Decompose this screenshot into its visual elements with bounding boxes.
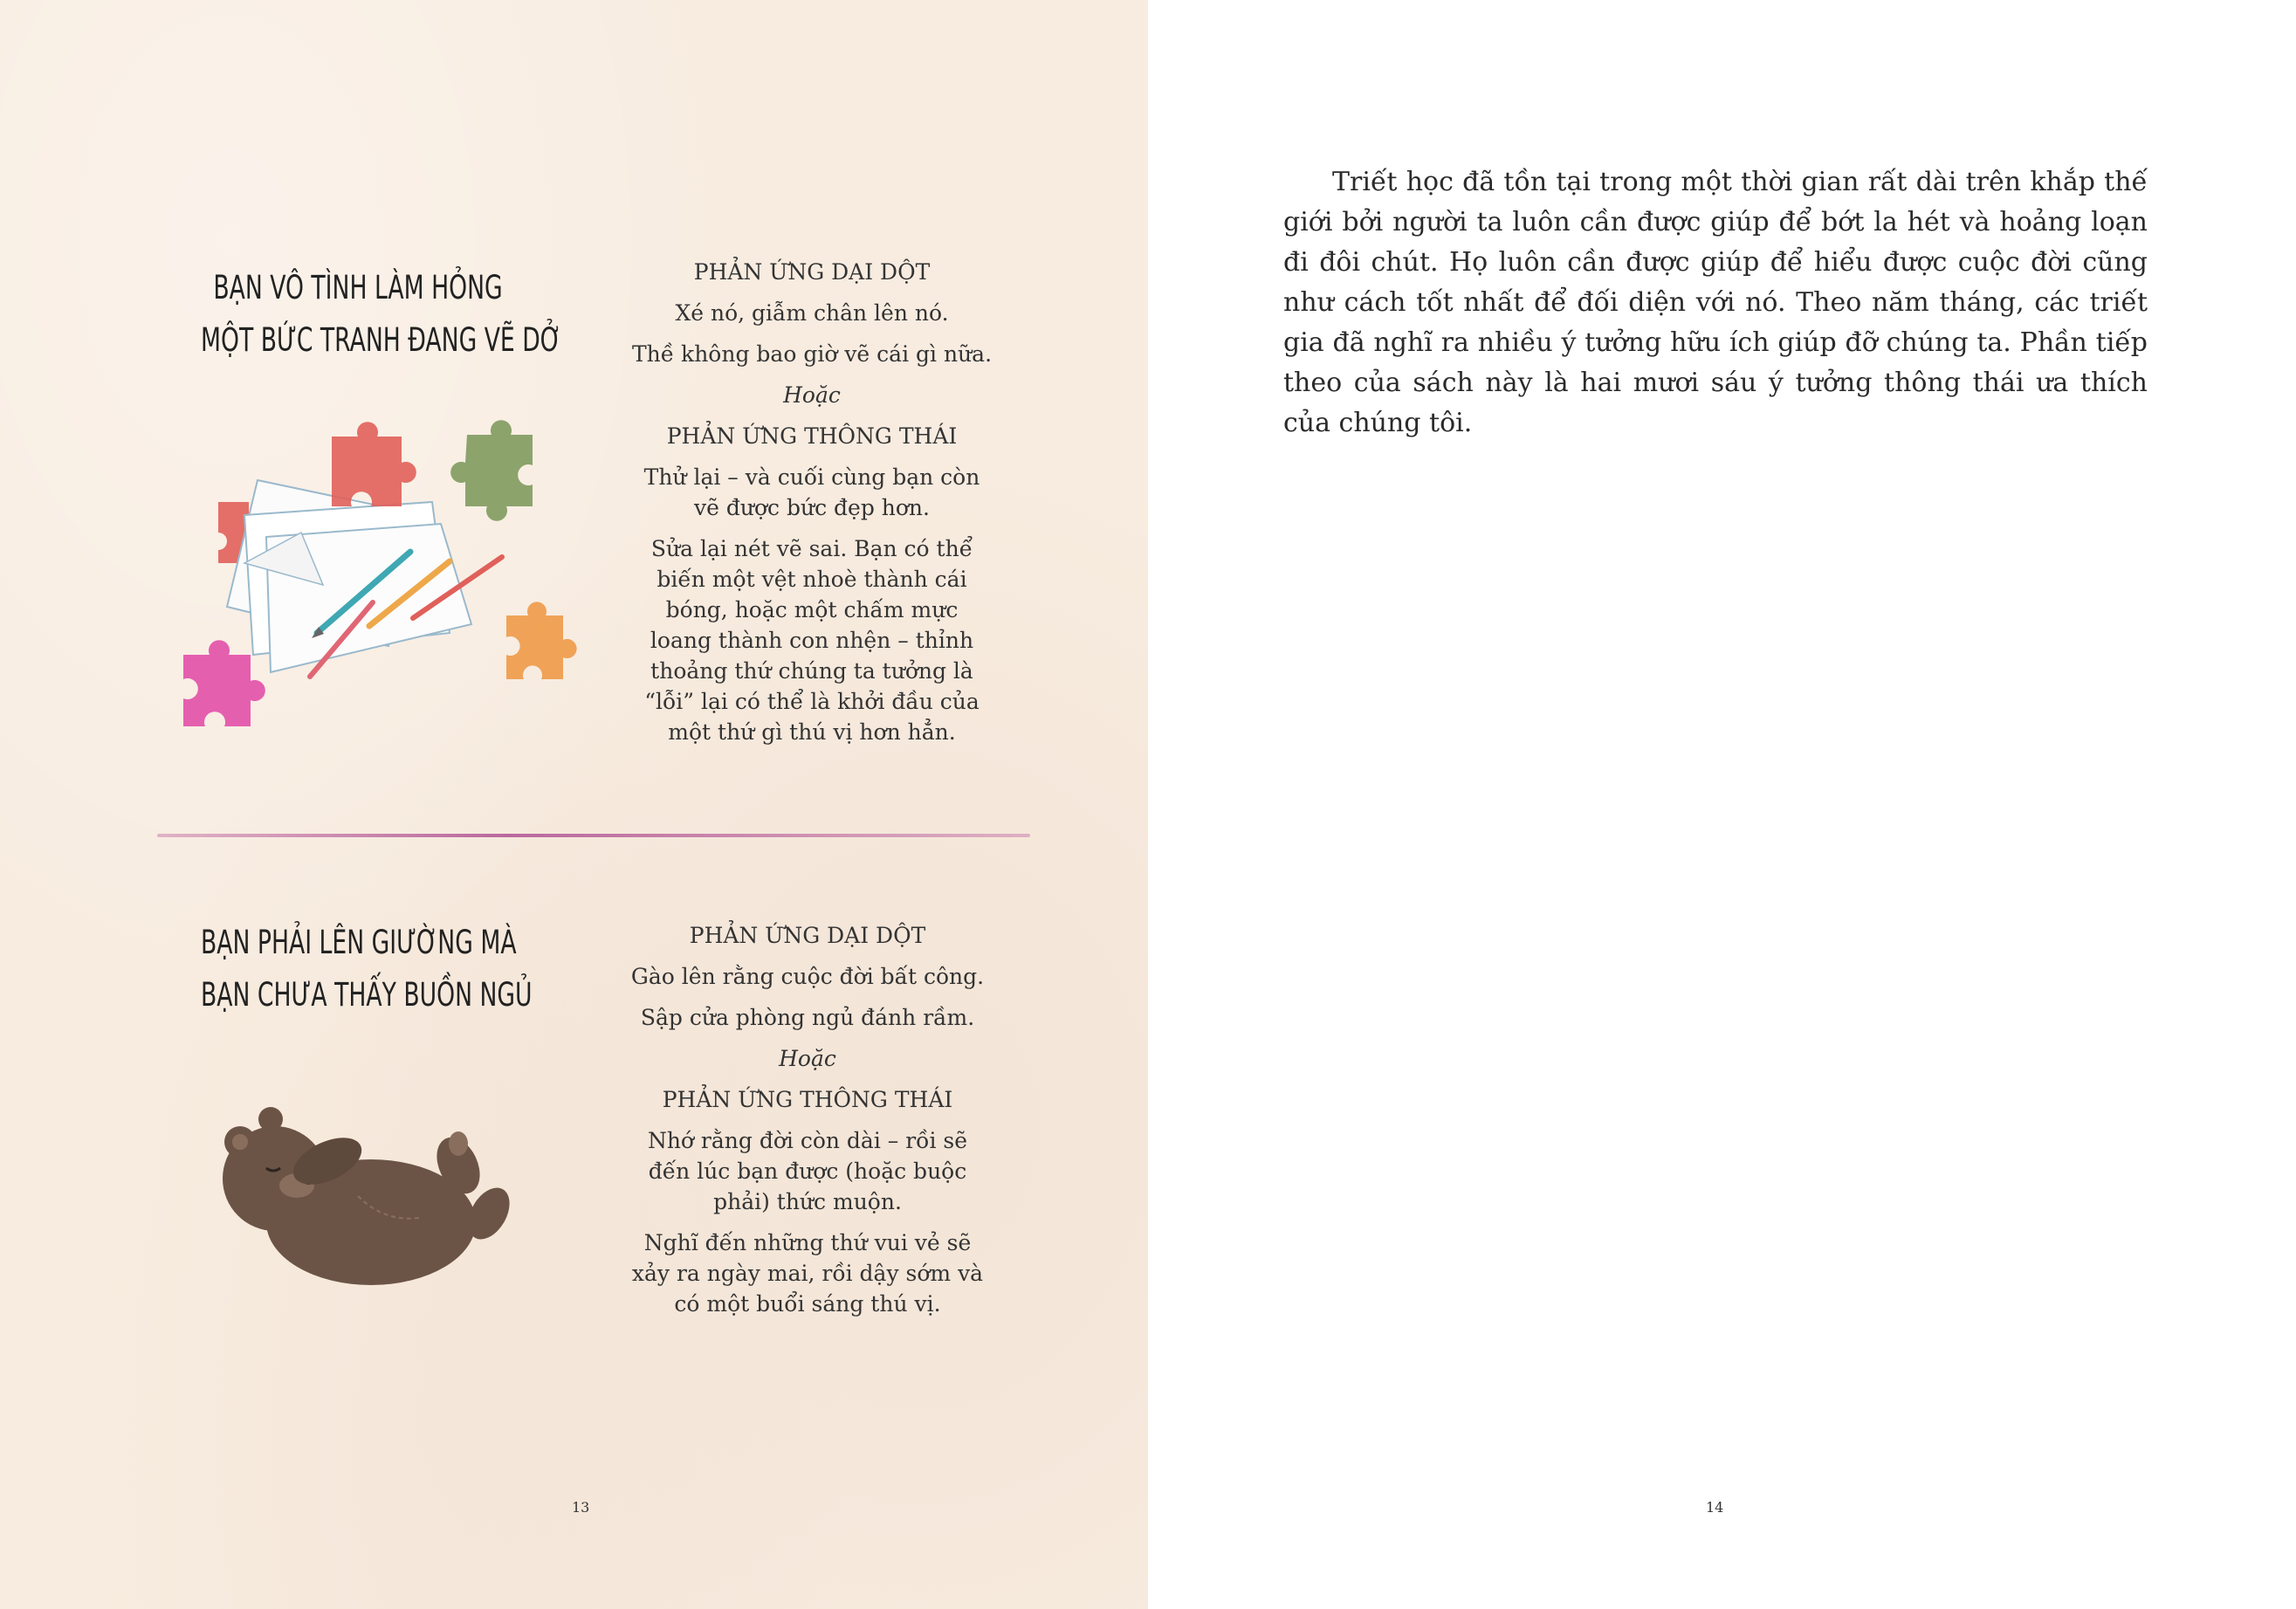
intro-line: Triết học đã tồn tại trong một thời gian rất dài trên khắp thế giới <box>1283 167 2148 237</box>
section1-wise-p2-line: loang thành con nhện – thỉnh <box>650 628 974 653</box>
section2-wise-p1-line: đến lúc bạn được (hoặc buộc <box>648 1159 967 1184</box>
intro-paragraph <box>1283 162 2148 444</box>
section2-foolish-line-1: Gào lên rằng cuộc đời bất công. <box>630 964 985 989</box>
section1-wise-p1-line: vẽ được bức đẹp hơn. <box>694 495 930 520</box>
section2-wise-title: PHẢN ỨNG THÔNG THÁI <box>662 1087 953 1112</box>
section2-wise-p2-line: có một buổi sáng thú vị. <box>674 1291 941 1317</box>
section2-foolish-title: PHẢN ỨNG DẠI DỘT <box>689 923 926 948</box>
section2-wise-paragraph-1 <box>620 1125 995 1217</box>
section1-wise-p2-line: thoảng thứ chúng ta tưởng là <box>650 658 973 684</box>
section2-heading-line-1: BẠN PHẢI LÊN GIƯỜNG MÀ <box>201 924 517 961</box>
section1-foolish-line-2: Thề không bao giờ vẽ cái gì nữa. <box>631 341 993 367</box>
sleepy-bear-illustration <box>196 1091 537 1310</box>
section1-wise-p2-line: một thứ gì thú vị hơn hẳn. <box>668 719 956 745</box>
page-number-left: 13 <box>572 1499 590 1516</box>
section2-or-label: Hoặc <box>779 1046 836 1071</box>
intro-line: tốt nhất để đối diện với nó. Theo năm tháng, các triết gia đã nghĩ ra <box>1283 287 2148 358</box>
section2-heading <box>201 917 533 1021</box>
section1-wise-p2-line: bóng, hoặc một chấm mực <box>665 597 959 622</box>
section1-responses <box>629 257 995 747</box>
section1-wise-p2-line: biến một vệt nhoè thành cái <box>656 567 967 592</box>
section1-heading-line-1: BẠN VÔ TÌNH LÀM HỎNG <box>213 269 503 306</box>
section1-foolish-line-1: Xé nó, giẫm chân lên nó. <box>675 300 949 326</box>
section1-foolish-title: PHẢN ỨNG DẠI DỘT <box>693 259 931 285</box>
section2-wise-p2-line: xảy ra ngày mai, rồi dậy sớm và <box>631 1261 984 1286</box>
section2-wise-p1-line: Nhớ rằng đời còn dài – rồi sẽ <box>647 1128 968 1153</box>
section2-responses <box>620 920 995 1319</box>
section1-wise-paragraph-1 <box>629 462 995 523</box>
section1-wise-p2-line: “lỗi” lại có thể là khởi đầu của <box>644 689 980 714</box>
section2-wise-p1-line: phải) thức muộn. <box>713 1189 902 1214</box>
drawing-papers-illustration <box>170 419 581 733</box>
section1-heading-line-2: MỘT BỨC TRANH ĐANG VẼ DỞ <box>201 321 562 359</box>
section1-wise-p1-line: Thử lại – và cuối cùng bạn còn <box>643 464 980 490</box>
section2-foolish-line-2: Sập cửa phòng ngủ đánh rầm. <box>640 1005 975 1030</box>
intro-line: là hai mươi sáu ý tưởng thông thái ưa thích của chúng tôi. <box>1283 368 2148 438</box>
section1-wise-paragraph-2 <box>629 533 995 747</box>
section2-wise-p2-line: Nghĩ đến những thứ vui vẻ sẽ <box>643 1230 972 1255</box>
section-divider <box>157 834 1030 837</box>
section1-wise-p2-line: Sửa lại nét vẽ sai. Bạn có thể <box>650 536 973 561</box>
intro-paragraph-text <box>1283 162 2148 444</box>
intro-line: bởi người ta luôn cần được giúp để bớt la hét và hoảng loạn đi đôi <box>1283 207 2148 278</box>
section1-heading <box>201 262 562 367</box>
section2-heading-line-2: BẠN CHƯA THẤY BUỒN NGỦ <box>201 976 533 1014</box>
section1-or-label: Hoặc <box>783 382 841 408</box>
intro-line: nhiều ý tưởng hữu ích giúp đỡ chúng ta. Phần tiếp theo của sách này <box>1283 327 2148 398</box>
page-number-right: 14 <box>1706 1499 1724 1516</box>
section1-wise-title: PHẢN ỨNG THÔNG THÁI <box>666 423 958 449</box>
section2-wise-paragraph-2 <box>620 1227 995 1319</box>
intro-line: chút. Họ luôn cần được giúp để hiểu được cuộc đời cũng như cách <box>1283 247 2148 318</box>
